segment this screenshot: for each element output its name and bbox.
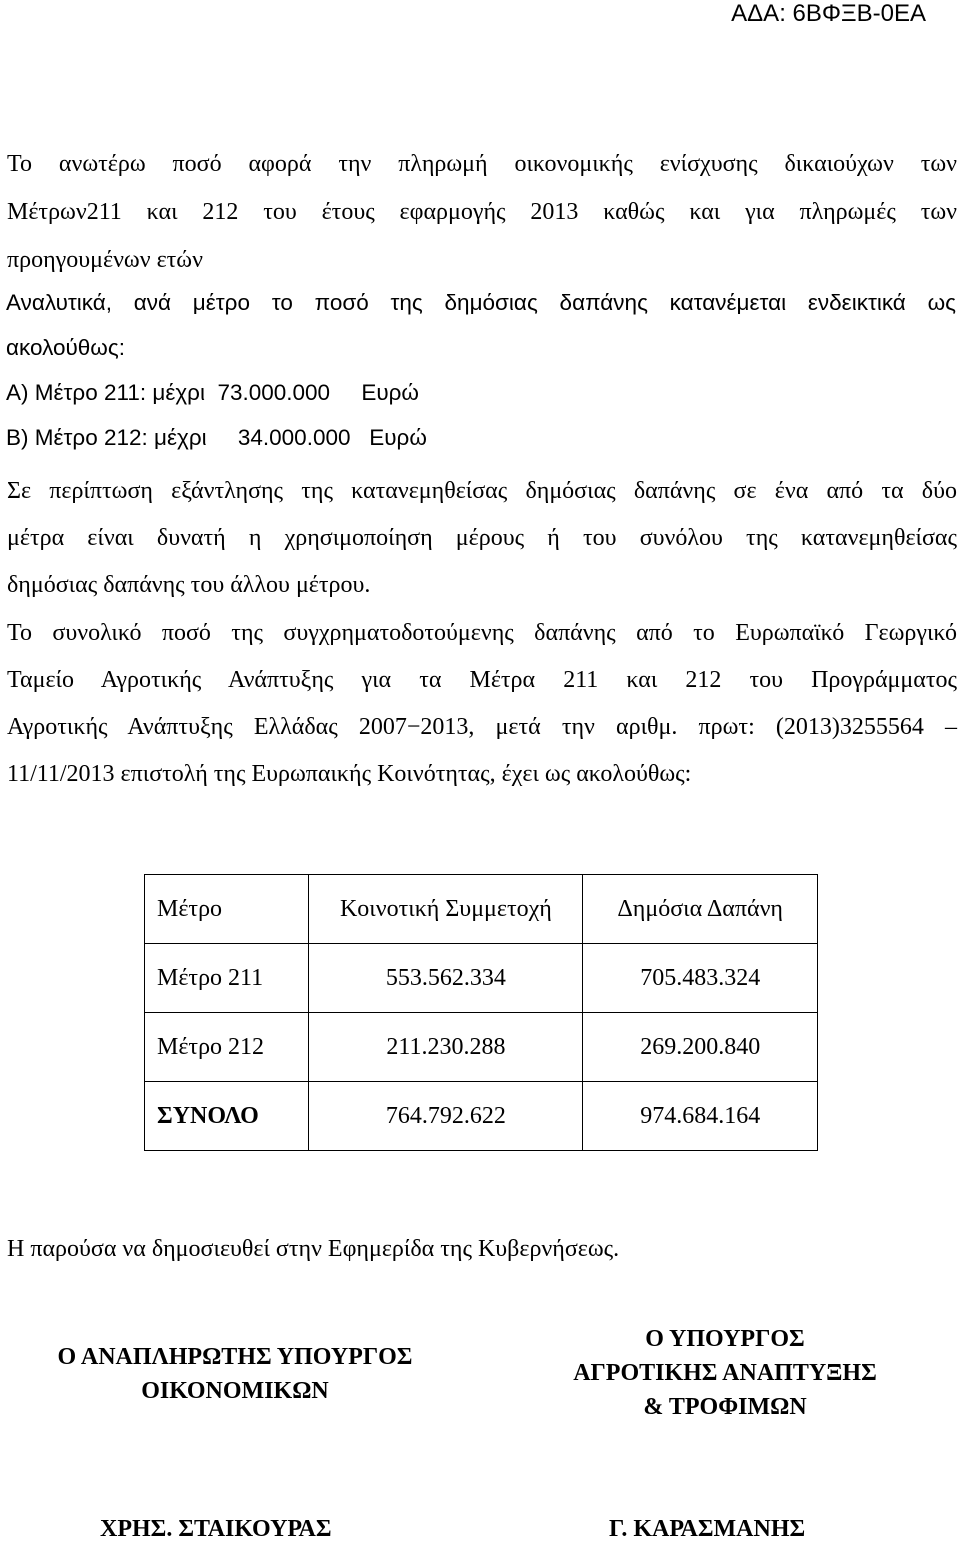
signatory-name-left: ΧΡΗΣ. ΣΤΑΙΚΟΥΡΑΣ — [100, 1516, 332, 1542]
paragraph-line: Αναλυτικά, ανά μέτρο το ποσό της δημόσιας δαπάνης κατανέμεται ενδεικτικά ως — [6, 290, 956, 315]
table-cell: 974.684.164 — [583, 1082, 818, 1151]
table-header-cell: Κοινοτική Συμμετοχή — [309, 875, 583, 944]
ada-code: ΑΔΑ: 6ΒΦΞΒ-0ΕΑ — [731, 0, 926, 27]
table-row — [145, 944, 818, 1013]
measure-212-allocation: Β) Μέτρο 212: μέχρι 34.000.000 Ευρώ — [6, 425, 427, 450]
paragraph-line: 11/11/2013 επιστολή της Ευρωπαικής Κοινότητας, έχει ως ακολούθως: — [7, 761, 692, 787]
paragraph-exhaustion-clause — [7, 468, 957, 609]
paragraph-line: Σε περίπτωση εξάντλησης της κατανεμηθείσας δημόσιας δαπάνης σε ένα από τα δύο — [7, 478, 957, 504]
signature-title-line: Ο ΥΠΟΥΡΓΟΣ — [645, 1326, 805, 1352]
paragraph-line: μέτρα είναι δυνατή η χρησιμοποίηση μέρους ή του συνόλου της κατανεμηθείσας — [7, 525, 957, 551]
table-cell: 269.200.840 — [583, 1013, 818, 1082]
table-cell: Μέτρο 211 — [145, 944, 309, 1013]
paragraph-allocation — [6, 280, 956, 460]
paragraph-line: προηγουμένων ετών — [7, 247, 203, 273]
signature-title-line: ΟΙΚΟΝΟΜΙΚΩΝ — [141, 1378, 329, 1404]
signature-block-deputy-finance — [20, 1340, 450, 1408]
paragraph-line: Μέτρων211 και 212 του έτους εφαρμογής 2013 καθώς και για πληρωμές των — [7, 199, 957, 225]
table-cell: 553.562.334 — [309, 944, 583, 1013]
table-header-cell: Δημόσια Δαπάνη — [583, 875, 818, 944]
table-cell: 211.230.288 — [309, 1013, 583, 1082]
table-total-row — [145, 1082, 818, 1151]
paragraph-line: Ταμείο Αγροτικής Ανάπτυξης για τα Μέτρα 211 και 212 του Προγράμματος — [7, 667, 957, 693]
paragraph-line: Αγροτικής Ανάπτυξης Ελλάδας 2007−2013, μετά την αριθμ. πρωτ: (2013)3255564 – — [7, 714, 957, 740]
measure-211-allocation: Α) Μέτρο 211: μέχρι 73.000.000 Ευρώ — [6, 380, 419, 405]
signature-title-line: ΑΓΡΟΤΙΚΗΣ ΑΝΑΠΤΥΞΗΣ — [573, 1360, 877, 1386]
signature-title-line: Ο ΑΝΑΠΛΗΡΩΤΗΣ ΥΠΟΥΡΓΟΣ — [57, 1344, 413, 1370]
paragraph-line: Το ανωτέρω ποσό αφορά την πληρωμή οικονομικής ενίσχυσης δικαιούχων των — [7, 151, 957, 177]
paragraph-line: Το συνολικό ποσό της συγχρηματοδοτούμενης δαπάνης από το Ευρωπαϊκό Γεωργικό — [7, 620, 957, 646]
paragraph-cofinanced-total — [7, 610, 957, 798]
table-cell: ΣΥΝΟΛΟ — [145, 1082, 309, 1151]
paragraph-payment-description — [7, 140, 957, 284]
table-cell: 764.792.622 — [309, 1082, 583, 1151]
measures-cost-table — [144, 874, 818, 1151]
table-header-row — [145, 875, 818, 944]
paragraph-line: ακολούθως: — [6, 335, 125, 360]
signature-block-agriculture — [500, 1322, 950, 1424]
table-row — [145, 1013, 818, 1082]
table-header-cell: Μέτρο — [145, 875, 309, 944]
table-cell: Μέτρο 212 — [145, 1013, 309, 1082]
paragraph-line: δημόσιας δαπάνης του άλλου μέτρου. — [7, 572, 371, 598]
signature-title-line: & ΤΡΟΦΙΜΩΝ — [643, 1394, 807, 1420]
publication-order: Η παρούσα να δημοσιευθεί στην Εφημερίδα της Κυβερνήσεως. — [7, 1236, 620, 1262]
table-cell: 705.483.324 — [583, 944, 818, 1013]
signatory-name-right: Γ. ΚΑΡΑΣΜΑΝΗΣ — [609, 1516, 806, 1542]
